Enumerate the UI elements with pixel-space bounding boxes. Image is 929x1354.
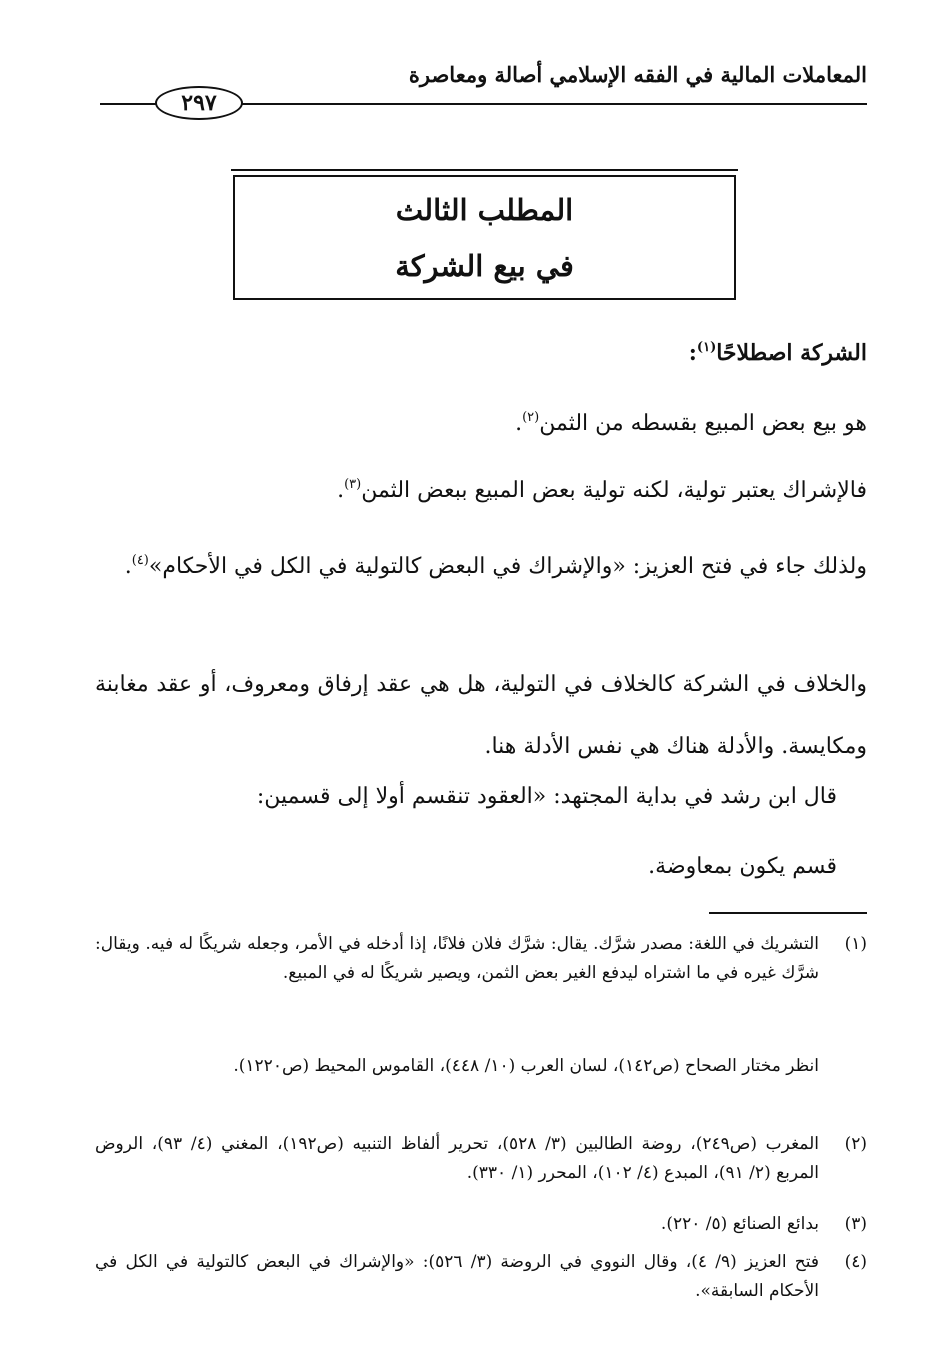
punctuation: . xyxy=(515,411,523,436)
paragraph-fath-al-aziz xyxy=(95,530,867,598)
paragraph-ishrak xyxy=(95,468,867,508)
paragraph-ibn-rushd: قال ابن رشد في بداية المجتهد: «العقود تنقسم أولا إلى قسمين: xyxy=(256,784,837,809)
running-title: المعاملات المالية في الفقه الإسلامي أصالة ومعاصرة xyxy=(408,62,867,87)
punctuation: . xyxy=(337,478,345,503)
footnote-separator xyxy=(709,912,867,914)
paragraph-khilaf: والخلاف في الشركة كالخلاف في التولية، هل هي عقد إرفاق ومعروف، أو عقد مغابنة ومكايسة. والأدلة هناك هي نفس الأدلة هنا. xyxy=(95,672,867,759)
footnote-ref-3[interactable]: (٣) xyxy=(344,477,362,492)
footnote-text: المغرب (ص٢٤٩)، روضة الطالبين (٣/ ٥٢٨)، تحرير ألفاظ التنبيه (ص١٩٢)، المغني (٤/ ٩٣)، الروض المربع (٢/ ٩١)، المبدع (٤/ ١٠٢)، المحرر (١/ ٣٣٠). xyxy=(95,1134,819,1183)
paragraph-qism: قسم يكون بمعاوضة. xyxy=(648,854,837,879)
footnote-1 xyxy=(95,930,867,988)
footnote-4 xyxy=(95,1248,867,1306)
footnote-text: فتح العزيز (٩/ ٤)، وقال النووي في الروضة (٣/ ٥٢٦): «والإشراك في البعض كالتولية في الكل في الأحكام السابقة». xyxy=(95,1252,819,1301)
footnote-1-sources xyxy=(95,1052,867,1081)
footnote-number: (١) xyxy=(844,934,867,954)
definition-heading-text: الشركة اصطلاحًا xyxy=(716,340,867,366)
paragraph-definition xyxy=(95,401,867,441)
paragraph-definition-heading xyxy=(95,331,867,370)
definition-text: هو بيع بعض المبيع بقسطه من الثمن xyxy=(539,411,867,436)
section-title-box xyxy=(233,175,736,300)
page-number-oval xyxy=(155,86,243,120)
footnote-number: (٣) xyxy=(844,1214,867,1234)
footnote-ref-1[interactable]: (١) xyxy=(696,340,717,355)
page-number: ٢٩٧ xyxy=(181,90,217,116)
footnote-2 xyxy=(95,1130,867,1188)
footnote-text: بدائع الصنائع (٥/ ٢٢٠). xyxy=(660,1214,819,1234)
section-title-line1: المطلب الثالث xyxy=(395,192,574,227)
fath-al-aziz-quote: ولذلك جاء في فتح العزيز: «والإشراك في البعض كالتولية في الكل في الأحكام» xyxy=(148,554,867,579)
footnote-text: انظر مختار الصحاح (ص١٤٢)، لسان العرب (١٠/ ٤٤٨)، القاموس المحيط (ص١٢٢٠). xyxy=(233,1056,819,1076)
footnote-ref-4[interactable]: (٤) xyxy=(131,553,149,568)
footnote-ref-2[interactable]: (٢) xyxy=(522,410,540,425)
punctuation: : xyxy=(688,340,697,366)
footnote-text: التشريك في اللغة: مصدر شرَّك. يقال: شرَّك فلان فلانًا، إذا أدخله في الأمر، وجعله شريكًا له فيه. ويقال: شرَّك غيره في ما اشتراه ليدفع الغير بعض الثمن، ويصير شريكًا له في المبيع. xyxy=(95,934,819,983)
footnote-number: (٤) xyxy=(844,1252,867,1272)
punctuation: . xyxy=(124,554,132,579)
section-title-line2: في بيع الشركة xyxy=(395,248,574,283)
ishrak-text: فالإشراك يعتبر تولية، لكنه تولية بعض المبيع ببعض الثمن xyxy=(361,478,867,503)
footnote-number: (٢) xyxy=(844,1134,867,1154)
footnote-3 xyxy=(95,1210,867,1239)
